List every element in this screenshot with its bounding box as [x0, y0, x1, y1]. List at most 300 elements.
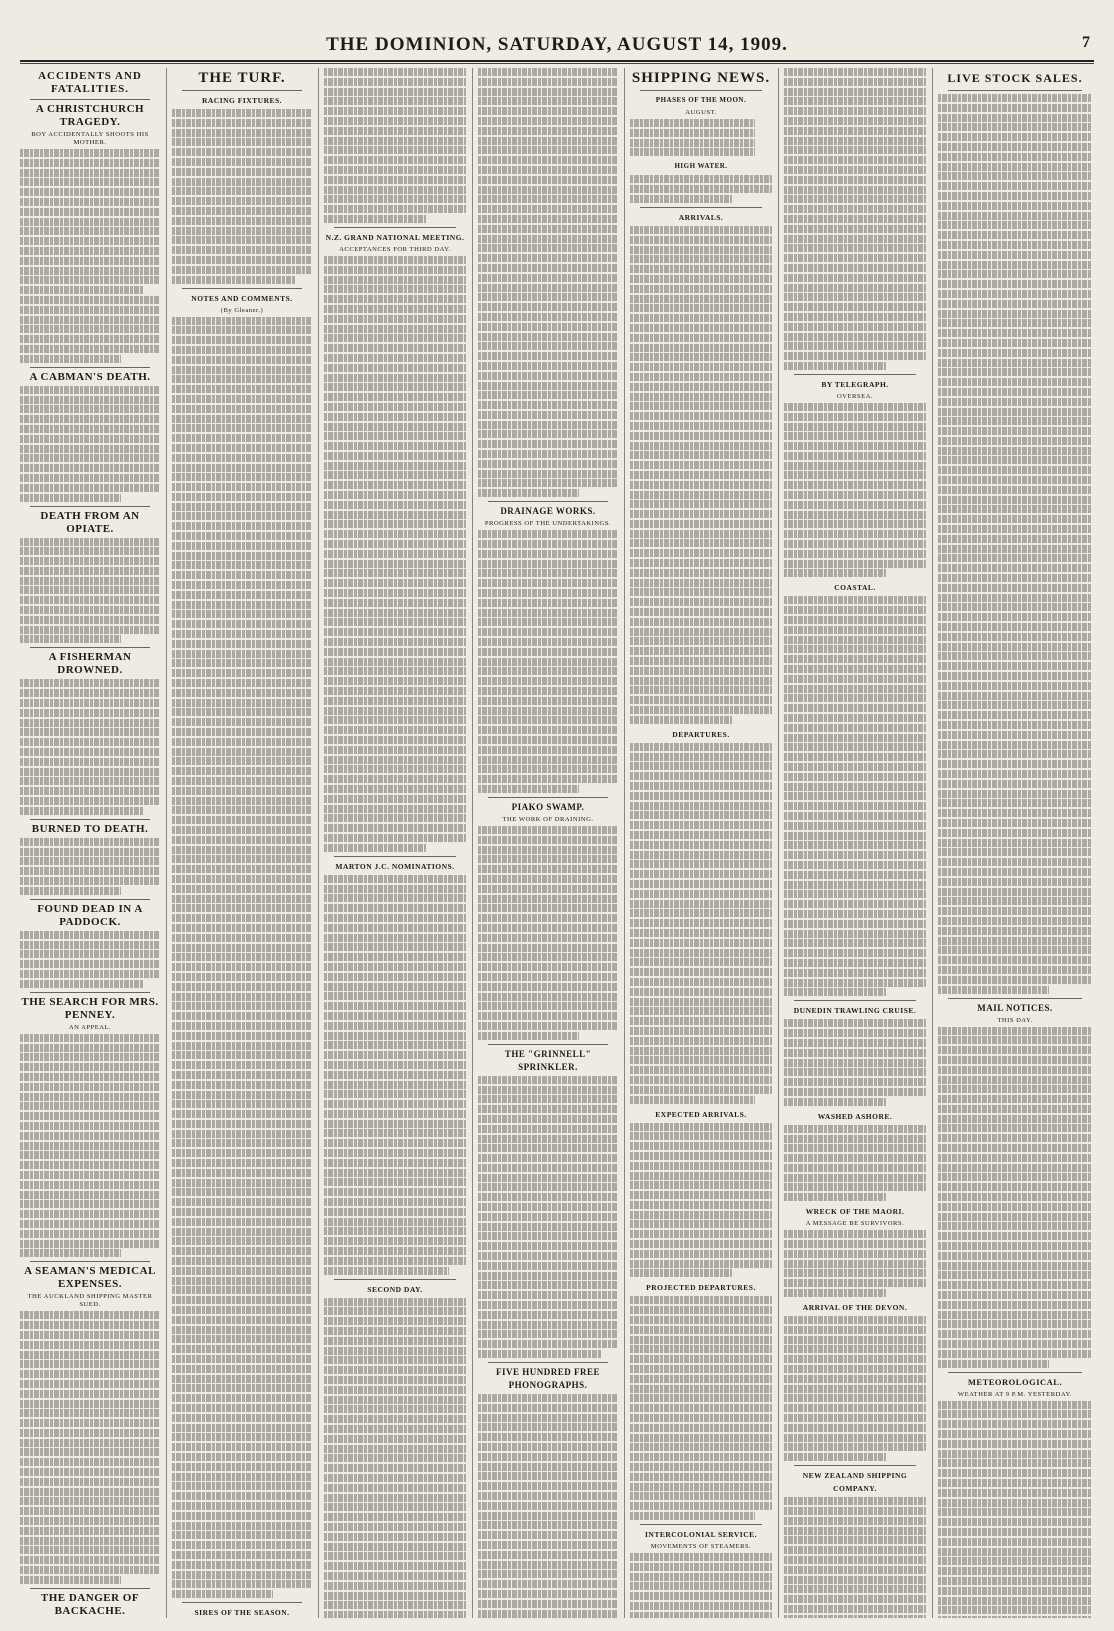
text-line	[478, 1463, 618, 1471]
text-line	[324, 844, 426, 852]
text-line	[784, 235, 926, 243]
text-line	[172, 1453, 312, 1461]
text-line	[20, 1210, 160, 1218]
text-line	[20, 316, 160, 324]
text-line	[172, 1463, 312, 1471]
text-line	[938, 1213, 1092, 1221]
text-line	[478, 1223, 618, 1231]
text-line	[172, 787, 312, 795]
text-line	[478, 1482, 618, 1490]
text-line	[784, 1394, 926, 1402]
section-body	[784, 403, 926, 578]
text-line	[324, 481, 466, 489]
text-line	[630, 500, 772, 508]
text-line	[478, 1443, 618, 1451]
text-line	[20, 758, 160, 766]
text-line	[784, 1183, 926, 1191]
text-line	[630, 1463, 772, 1471]
text-line	[172, 464, 312, 472]
text-line	[324, 156, 466, 164]
text-line	[172, 1531, 312, 1539]
text-line	[20, 396, 160, 404]
text-line	[630, 373, 772, 381]
text-line	[20, 1380, 160, 1388]
text-line	[172, 256, 312, 264]
text-line	[324, 885, 466, 893]
text-line	[630, 939, 772, 947]
section-title: N.Z. GRAND NATIONAL MEETING.	[325, 232, 465, 242]
text-line	[20, 474, 160, 482]
text-line	[784, 1174, 926, 1182]
text-line	[478, 342, 618, 350]
text-line	[630, 890, 772, 898]
text-line	[478, 88, 618, 96]
text-line	[20, 679, 160, 687]
text-line	[20, 208, 160, 216]
text-line	[938, 839, 1092, 847]
text-line	[938, 1183, 1092, 1191]
text-line	[172, 1081, 312, 1089]
text-line	[172, 415, 312, 423]
text-line	[20, 709, 160, 717]
text-line	[172, 276, 295, 284]
text-line	[172, 650, 312, 658]
text-line	[478, 726, 618, 734]
text-line	[478, 1164, 618, 1172]
text-line	[172, 1286, 312, 1294]
text-line	[938, 1459, 1092, 1467]
text-line	[630, 647, 772, 655]
text-line	[20, 345, 160, 353]
text-line	[938, 319, 1092, 327]
text-line	[784, 969, 926, 977]
text-line	[324, 1582, 466, 1590]
text-line	[784, 88, 926, 96]
text-line	[784, 900, 926, 908]
text-line	[784, 303, 926, 311]
text-line	[630, 618, 772, 626]
text-line	[938, 172, 1092, 180]
divider	[640, 207, 762, 208]
section-body	[784, 1230, 926, 1297]
text-line	[784, 734, 926, 742]
text-line	[324, 1071, 466, 1079]
text-line	[478, 1502, 618, 1510]
text-line	[784, 1556, 926, 1564]
text-line	[784, 1269, 926, 1277]
text-line	[20, 1200, 160, 1208]
text-line	[172, 1414, 312, 1422]
section-title: INTERCOLONIAL SERVICE.	[644, 1530, 757, 1539]
text-line	[784, 146, 926, 154]
section-title: NEW ZEALAND SHIPPING COMPANY.	[802, 1471, 908, 1494]
text-line	[324, 1435, 466, 1443]
text-line	[478, 1404, 618, 1412]
text-line	[630, 1453, 772, 1461]
text-line	[478, 944, 618, 952]
text-line	[172, 885, 312, 893]
text-line	[20, 941, 160, 949]
text-line	[938, 251, 1092, 259]
text-line	[784, 403, 926, 411]
text-line	[478, 914, 618, 922]
text-line	[478, 904, 618, 912]
text-line	[324, 1129, 466, 1137]
text-line	[172, 1551, 312, 1559]
text-line	[324, 285, 466, 293]
text-line	[630, 998, 772, 1006]
text-line	[938, 1616, 1092, 1618]
text-line	[938, 202, 1092, 210]
text-line	[172, 197, 312, 205]
text-line	[478, 352, 618, 360]
text-line	[20, 435, 160, 443]
text-line	[938, 1046, 1092, 1054]
text-line	[938, 1538, 1092, 1546]
text-line	[938, 221, 1092, 229]
text-line	[630, 549, 772, 557]
text-line	[630, 667, 772, 675]
text-line	[784, 1019, 926, 1027]
text-line	[630, 1269, 732, 1277]
text-line	[172, 473, 312, 481]
text-line	[784, 352, 926, 360]
text-line	[172, 630, 312, 638]
text-line	[478, 1521, 618, 1529]
text-line	[172, 1198, 312, 1206]
text-line	[324, 589, 466, 597]
text-line	[784, 851, 926, 859]
text-line	[478, 1433, 618, 1441]
text-line	[20, 1220, 160, 1228]
text-line	[324, 1237, 466, 1245]
text-line	[324, 452, 466, 460]
text-line	[324, 618, 466, 626]
text-line	[172, 865, 312, 873]
text-line	[938, 1330, 1092, 1338]
section-body	[630, 1553, 772, 1618]
text-line	[324, 953, 466, 961]
story-body	[20, 1034, 160, 1258]
divider	[334, 227, 456, 228]
text-line	[478, 953, 618, 961]
text-line	[20, 1311, 160, 1319]
text-line	[784, 1536, 926, 1544]
text-line	[324, 716, 466, 724]
text-line	[784, 606, 926, 614]
section-lead: OVERSEA.	[836, 392, 874, 400]
text-line	[172, 669, 312, 677]
text-line	[938, 564, 1092, 572]
text-line	[630, 1355, 772, 1363]
text-line	[172, 816, 312, 824]
text-line	[938, 192, 1092, 200]
text-line	[324, 344, 466, 352]
text-line	[478, 865, 618, 873]
story-body	[20, 386, 160, 502]
text-line	[478, 186, 618, 194]
text-line	[938, 897, 1092, 905]
text-line	[172, 109, 312, 117]
text-line	[20, 748, 160, 756]
section-title: MAIL NOTICES.	[977, 1002, 1053, 1013]
text-line	[324, 1474, 466, 1482]
text-line	[784, 550, 926, 558]
text-line	[324, 904, 466, 912]
text-line	[630, 539, 772, 547]
text-line	[172, 1296, 312, 1304]
text-line	[172, 129, 312, 137]
text-line	[478, 489, 579, 497]
text-line	[630, 471, 772, 479]
text-line	[20, 1507, 160, 1515]
text-line	[20, 1488, 160, 1496]
text-line	[784, 812, 926, 820]
text-line	[630, 831, 772, 839]
text-line	[630, 285, 772, 293]
text-line	[630, 1553, 772, 1561]
text-line	[784, 462, 926, 470]
text-line	[630, 1512, 755, 1520]
story-body	[20, 679, 160, 814]
text-line	[938, 1606, 1092, 1614]
story-title: A SEAMAN'S MEDICAL EXPENSES.	[24, 1265, 156, 1291]
text-line	[20, 1142, 160, 1150]
text-line	[172, 738, 312, 746]
text-line	[784, 626, 926, 634]
text-line	[324, 667, 466, 675]
masthead	[20, 32, 1094, 62]
story-body	[20, 1311, 160, 1584]
text-line	[324, 1051, 466, 1059]
divider	[30, 819, 150, 820]
text-line	[938, 1036, 1092, 1044]
text-line	[630, 949, 772, 957]
section-body	[784, 1497, 926, 1618]
text-line	[20, 188, 160, 196]
text-line	[172, 395, 312, 403]
text-line	[938, 1154, 1092, 1162]
text-line	[784, 274, 926, 282]
section-lead: MOVEMENTS OF STEAMERS.	[650, 1543, 752, 1550]
text-line	[938, 300, 1092, 308]
text-line	[478, 1472, 618, 1480]
section-body	[630, 1123, 772, 1278]
text-line	[324, 1178, 466, 1186]
text-line	[938, 231, 1092, 239]
text-line	[20, 1527, 160, 1535]
text-line	[630, 1316, 772, 1324]
divider	[30, 506, 150, 507]
story-lead: THE AUCKLAND SHIPPING MASTER SUED.	[27, 1293, 153, 1309]
text-line	[20, 1419, 160, 1427]
section-body	[172, 109, 312, 284]
text-line	[20, 325, 160, 333]
text-line	[172, 346, 312, 354]
text-line	[784, 1517, 926, 1525]
text-line	[172, 168, 312, 176]
text-line	[324, 726, 466, 734]
text-line	[938, 486, 1092, 494]
column-6	[784, 68, 926, 1618]
text-line	[172, 1267, 312, 1275]
text-line	[324, 648, 466, 656]
text-line	[324, 1100, 466, 1108]
text-line	[938, 1095, 1092, 1103]
divider	[182, 288, 302, 289]
text-line	[938, 1134, 1092, 1142]
text-line	[20, 1458, 160, 1466]
text-line	[478, 648, 618, 656]
text-line	[478, 579, 618, 587]
text-line	[324, 1159, 466, 1167]
text-line	[630, 637, 772, 645]
text-line	[172, 148, 312, 156]
text-line	[478, 1414, 618, 1422]
text-line	[324, 166, 466, 174]
text-line	[784, 1326, 926, 1334]
text-line	[938, 643, 1092, 651]
text-line	[20, 626, 160, 634]
text-line	[172, 875, 312, 883]
text-line	[938, 1164, 1092, 1172]
text-line	[324, 462, 466, 470]
text-line	[324, 736, 466, 744]
text-line	[938, 1056, 1092, 1064]
section-body	[938, 94, 1092, 994]
text-line	[630, 1037, 772, 1045]
text-line	[478, 1193, 618, 1201]
text-line	[478, 934, 618, 942]
text-line	[938, 123, 1092, 131]
column-separator	[778, 68, 779, 1618]
text-line	[172, 904, 312, 912]
text-line	[630, 236, 772, 244]
text-line	[324, 1376, 466, 1384]
text-line	[784, 1059, 926, 1067]
text-line	[630, 1172, 772, 1180]
text-line	[478, 323, 618, 331]
section-body	[938, 1401, 1092, 1618]
text-line	[324, 707, 466, 715]
text-line	[630, 1230, 772, 1238]
section-title: PIAKO SWAMP.	[511, 801, 585, 812]
text-line	[938, 476, 1092, 484]
text-line	[324, 765, 466, 773]
text-line	[172, 1580, 312, 1588]
text-line	[172, 336, 312, 344]
text-line	[784, 1240, 926, 1248]
text-line	[324, 215, 426, 223]
text-line	[324, 1405, 466, 1413]
text-line	[784, 636, 926, 644]
text-line	[20, 1400, 160, 1408]
text-line	[172, 1188, 312, 1196]
text-line	[478, 1262, 618, 1270]
text-line	[478, 225, 618, 233]
text-line	[324, 520, 466, 528]
text-line	[478, 746, 618, 754]
text-line	[478, 293, 618, 301]
text-line	[172, 1492, 312, 1500]
text-line	[938, 1222, 1092, 1230]
text-line	[478, 765, 618, 773]
text-line	[630, 792, 772, 800]
text-line	[324, 413, 466, 421]
text-line	[630, 422, 772, 430]
text-line	[478, 963, 618, 971]
text-line	[172, 708, 312, 716]
text-line	[324, 638, 466, 646]
text-line	[20, 335, 160, 343]
text-line	[324, 1454, 466, 1462]
text-line	[478, 1512, 618, 1520]
text-line	[324, 325, 466, 333]
text-line	[172, 1502, 312, 1510]
text-line	[938, 1508, 1092, 1516]
story-title: A CHRISTCHURCH TRAGEDY.	[35, 103, 145, 128]
text-line	[630, 1086, 772, 1094]
text-line	[478, 1125, 618, 1133]
text-line	[478, 195, 618, 203]
text-line	[172, 1345, 312, 1353]
text-line	[20, 1556, 160, 1564]
text-line	[478, 1232, 618, 1240]
section-body	[630, 119, 772, 156]
text-line	[630, 657, 772, 665]
text-line	[938, 1252, 1092, 1260]
text-line	[784, 284, 926, 292]
section-body	[630, 1296, 772, 1520]
text-line	[784, 724, 926, 732]
text-line	[784, 704, 926, 712]
text-line	[324, 599, 466, 607]
text-line	[938, 1548, 1092, 1556]
text-line	[938, 1311, 1092, 1319]
text-line	[630, 1066, 772, 1074]
text-line	[630, 782, 772, 790]
text-line	[20, 218, 160, 226]
text-line	[478, 1002, 618, 1010]
text-line	[478, 707, 618, 715]
text-line	[20, 877, 160, 885]
section-body	[324, 1298, 466, 1618]
text-line	[172, 1100, 312, 1108]
text-line	[938, 966, 1092, 974]
section-body	[784, 68, 926, 370]
divider	[794, 374, 916, 375]
text-line	[172, 119, 312, 127]
text-line	[630, 275, 772, 283]
text-line	[630, 1123, 772, 1131]
column-5	[630, 68, 772, 1618]
text-line	[938, 888, 1092, 896]
text-line	[324, 1513, 466, 1521]
divider	[182, 90, 302, 91]
text-line	[784, 1443, 926, 1451]
text-line	[630, 968, 772, 976]
text-line	[938, 1567, 1092, 1575]
column-separator	[318, 68, 319, 1618]
text-line	[324, 364, 466, 372]
text-line	[324, 383, 466, 391]
text-line	[784, 1316, 926, 1324]
text-line	[938, 94, 1092, 102]
text-line	[324, 1002, 466, 1010]
text-line	[324, 1572, 466, 1580]
text-line	[172, 532, 312, 540]
text-line	[20, 257, 160, 265]
